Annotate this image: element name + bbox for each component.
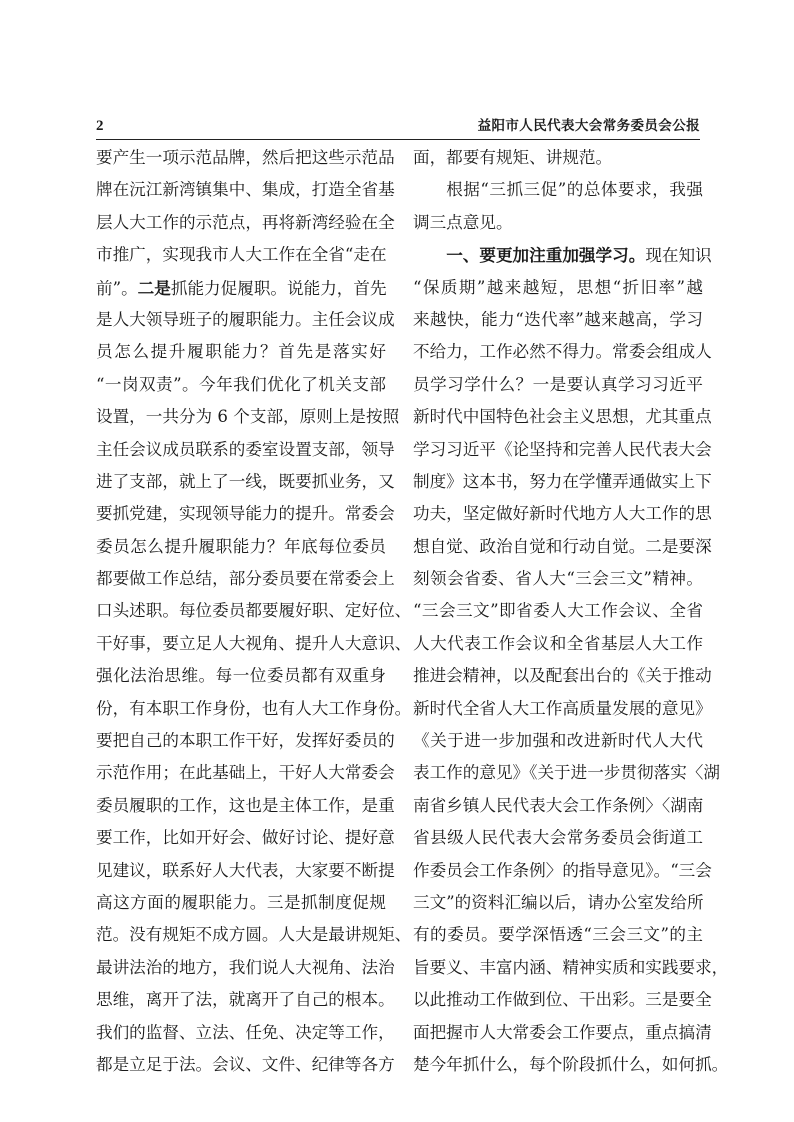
body-text: 抓能力促履职。说能力，首先: [170, 278, 387, 298]
body-text: 根据“三抓三促”的总体要求，我强: [446, 180, 703, 200]
text-line: [413, 693, 712, 725]
body-text: 楚今年抓什么，每个阶段抓什么，如何抓。: [413, 1054, 729, 1074]
text-line: [413, 822, 703, 854]
body-text: 不给力，工作必然不得力。常委会组成人: [413, 342, 712, 362]
page-header: [96, 117, 700, 140]
body-text: 制度》这本书，努力在学懂弄通做实上下: [413, 471, 712, 491]
text-line: [413, 466, 712, 498]
body-text: 刻领会省委、省人大“三会三文”精神。: [413, 569, 703, 589]
text-line: [413, 304, 703, 336]
body-text: 《关于进一步加强和改进新时代人大代: [413, 731, 703, 751]
text-line: [413, 142, 703, 174]
body-text: 进了支部，就上了一线，既要抓业务，又: [96, 471, 395, 491]
text-line: [96, 952, 395, 984]
body-text: 要把自己的本职工作干好，发挥好委员的: [96, 731, 395, 751]
text-line: [96, 531, 386, 563]
text-line: [96, 725, 395, 757]
body-text: 面把握市人大常委会工作要点，重点搞清: [413, 1022, 712, 1042]
text-line: [413, 919, 703, 951]
text-line: [96, 142, 395, 174]
body-text: 委员怎么提升履职能力？年底每位委员: [96, 536, 386, 556]
text-line: [96, 336, 386, 368]
body-text: “三会三文”即省委人大工作会议、全省: [413, 601, 703, 621]
body-text: 表工作的意见》《关于进一步贯彻落实〈湖: [413, 763, 720, 783]
body-text: 思维，离开了法，就离开了自己的根本。: [96, 990, 395, 1010]
body-text: 新时代中国特色社会主义思想，尤其重点: [413, 407, 712, 427]
text-line: [413, 336, 712, 368]
body-text: 干好事，要立足人大视角、提升人大意识、: [96, 633, 412, 653]
bold-heading-text: 一、要更加注重加强学习。: [446, 245, 646, 266]
body-text: 范。没有规矩不成方圆。人大是最讲规矩、: [96, 925, 412, 945]
text-line: [413, 628, 703, 660]
body-text: 要产生一项示范品牌，然后把这些示范品: [96, 148, 395, 167]
text-line: [96, 757, 395, 789]
body-text: 是人大领导班子的履职能力。主任会议成: [96, 309, 395, 329]
body-text: 最讲法治的地方，我们说人大视角、法治: [96, 957, 395, 977]
text-line: [413, 239, 712, 271]
body-text: 高这方面的履职能力。三是抓制度促规: [96, 892, 386, 912]
body-text: 层人大工作的示范点，再将新湾经验在全: [96, 212, 395, 232]
body-text: 作委员会工作条例〉的指导意见》。“三会: [413, 860, 712, 880]
body-text: 口头述职。每位委员都要履好职、定好位、: [96, 601, 412, 621]
text-line: [96, 790, 395, 822]
text-line: [413, 984, 712, 1016]
body-text: 新时代全省人大工作高质量发展的意见》: [413, 698, 712, 718]
journal-title: 益阳市人民代表大会常务委员会公报: [477, 118, 700, 134]
text-line: [413, 272, 703, 304]
bold-heading-text: 二是: [137, 277, 171, 298]
body-text: 以此推动工作做到位、干出彩。三是要全: [413, 990, 712, 1010]
text-line: [96, 660, 386, 692]
body-text: 学习习近平《论坚持和完善人民代表大会: [413, 439, 712, 459]
text-line: [96, 434, 395, 466]
text-line: [413, 660, 712, 692]
body-text: 都是立足于法。会议、文件、纪律等各方: [96, 1054, 395, 1074]
text-line: [96, 887, 386, 919]
body-text: 面，都要有规矩、讲规范。: [413, 148, 613, 167]
text-line: [96, 563, 395, 595]
text-line: [413, 1049, 729, 1081]
text-line: [413, 563, 703, 595]
body-text: 三文”的资料汇编以后，请办公室发给所: [413, 892, 704, 912]
body-text: 要工作，比如开好会、做好讨论、提好意: [96, 828, 395, 848]
body-text: 调三点意见。: [413, 212, 513, 232]
text-line: [96, 855, 395, 887]
text-line: [413, 790, 703, 822]
text-line: [413, 369, 703, 401]
body-text: 市推广，实现我市人大工作在全省“走在: [96, 245, 387, 265]
text-line: [413, 207, 703, 239]
text-line: [96, 369, 386, 401]
body-text: “保质期”越来越短，思想“折旧率”越: [413, 277, 703, 297]
text-line: [413, 174, 703, 206]
text-line: [96, 466, 395, 498]
text-line: [413, 498, 712, 530]
text-line: [96, 693, 412, 725]
body-text: 前”。: [96, 278, 138, 298]
text-line: [413, 725, 703, 757]
page-number: 2: [96, 118, 104, 134]
body-text: 想自觉、政治自觉和行动自觉。二是要深: [413, 536, 712, 556]
text-line: [413, 531, 712, 563]
body-text: 来越快，能力“迭代率”越来越高，学习: [413, 309, 703, 329]
text-line: [413, 434, 712, 466]
text-line: [96, 1017, 395, 1049]
text-line: [96, 822, 395, 854]
text-line: [96, 207, 395, 239]
text-line: [96, 595, 412, 627]
body-text: 主任会议成员联系的委室设置支部，领导: [96, 439, 395, 459]
body-text: 份，有本职工作身份，也有人大工作身份。: [96, 698, 412, 718]
body-text: “一岗双责”。今年我们优化了机关支部: [96, 374, 386, 394]
body-text: 要抓党建，实现领导能力的提升。常委会: [96, 504, 395, 524]
body-text: 功夫，坚定做好新时代地方人大工作的思: [413, 504, 712, 524]
text-line: [96, 174, 395, 206]
text-line: [413, 595, 703, 627]
text-line: [96, 304, 395, 336]
text-line: [96, 919, 412, 951]
text-line: [413, 401, 712, 433]
body-text: 省县级人民代表大会常务委员会街道工: [413, 828, 703, 848]
body-text: 员怎么提升履职能力？首先是落实好: [96, 342, 386, 362]
body-text: 都要做工作总结，部分委员要在常委会上: [96, 569, 395, 589]
body-text: 推进会精神，以及配套出台的《关于推动: [413, 666, 712, 686]
body-text: 南省乡镇人民代表大会工作条例〉〈湖南: [413, 795, 704, 815]
body-text: 人大代表工作会议和全省基层人大工作: [413, 633, 703, 653]
body-text: 见建议，联系好人大代表，大家要不断提: [96, 860, 395, 880]
text-line: [413, 1017, 712, 1049]
body-text: 旨要义、丰富内涵、精神实质和实践要求，: [413, 957, 729, 977]
body-text: 员学习学什么？一是要认真学习习近平: [413, 374, 703, 394]
text-line: [413, 757, 720, 789]
body-text: 我们的监督、立法、任免、决定等工作，: [96, 1022, 395, 1042]
right-text-column: [413, 142, 729, 1081]
text-line: [413, 952, 729, 984]
body-text: 有的委员。要学深悟透“三会三文”的主: [413, 925, 703, 945]
body-text: 示范作用；在此基础上，干好人大常委会: [96, 763, 395, 783]
body-text: 牌在沅江新湾镇集中、集成，打造全省基: [96, 180, 395, 200]
body-text: 委员履职的工作，这也是主体工作，是重: [96, 795, 395, 815]
text-line: [96, 239, 386, 271]
text-line: [96, 498, 395, 530]
body-text: 设置，一共分为 6 个支部，原则上是按照: [96, 407, 400, 427]
text-line: [96, 984, 395, 1016]
left-text-column: [96, 142, 412, 1081]
text-line: [413, 887, 703, 919]
body-text: 强化法治思维。每一位委员都有双重身: [96, 666, 386, 686]
text-line: [96, 628, 412, 660]
body-text: 现在知识: [645, 246, 712, 266]
text-line: [96, 401, 400, 433]
text-line: [413, 855, 712, 887]
text-line: [96, 1049, 395, 1081]
text-line: [96, 272, 386, 304]
